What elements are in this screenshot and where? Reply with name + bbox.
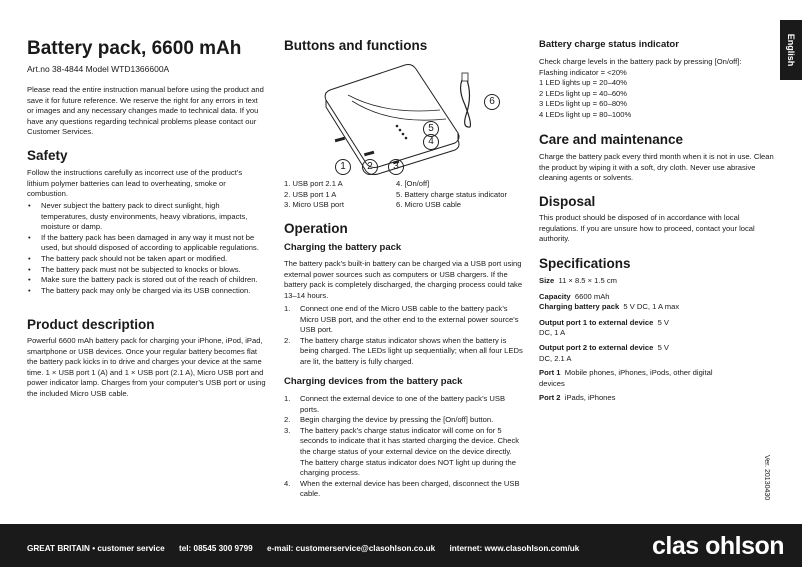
callout-2: 2 xyxy=(362,159,378,175)
product-description-text: Powerful 6600 mAh battery pack for charging your iPhone, iPod, iPad, smartphone or USB devices. Once your regular battery becomes flat the battery pack kicks in to drive and charges your device at the same time. 1 × USB port 1 (A) and 1 × USB port (2.1 A), Micro USB port and power indicator lamp. Charges from your computer’s USB port or using the included Micro USB cable. xyxy=(27,336,266,398)
footer-internet: internet: www.clasohlson.com/uk xyxy=(449,544,580,553)
list-item: • The battery pack must not be subjected to knocks or blows. xyxy=(27,265,267,276)
charging-devices-heading: Charging devices from the battery pack xyxy=(284,376,463,387)
product-description-heading: Product description xyxy=(27,317,155,332)
version-label: Ver. 20130430 xyxy=(763,455,770,501)
article-number: Art.no 38-4844 Model WTD1366600A xyxy=(27,64,170,74)
list-item: 1. Connect the external device to one of the battery pack’s USB ports. xyxy=(284,394,506,414)
callout-5: 5 xyxy=(423,121,439,137)
spec-row: Output port 2 to external device 5 V DC, 2.1 A xyxy=(539,342,669,363)
list-item: • The battery pack should not be taken apart or modified. xyxy=(27,254,267,265)
safety-heading: Safety xyxy=(27,148,68,163)
list-item: 4. When the external device has been charged, disconnect the USB cable. xyxy=(284,478,520,499)
brand-logo: clas ohlson xyxy=(652,532,785,560)
list-item: • The battery pack may only be charged via its USB connection. xyxy=(27,286,267,297)
callout-1: 1 xyxy=(335,159,351,175)
callout-6: 6 xyxy=(484,94,500,110)
legend-item: 5. Battery charge status indicator xyxy=(396,189,508,199)
legend-item: 1. USB port 2.1 A xyxy=(284,179,343,188)
callout-3: 3 xyxy=(388,159,404,175)
list-item: 3. The battery pack’s charge status indicator will come on for 5 seconds to indicate that it has started charging the device. Check the charge status of your external device on the device directly. The battery charge status indicator does NOT light up during the charging process. xyxy=(284,425,520,478)
intro-text: Please read the entire instruction manual before using the product and save it for future reference. We reserve the right for any errors in text or images and any necessary changes made to technical data. If you have any questions regarding technical problems please contact our Customer Services. xyxy=(27,85,264,137)
list-item: 2. The battery charge status indicator shows when the battery is being charged. The LEDs light up sequentially; when all four LEDs are lit, the battery is fully charged. xyxy=(284,335,523,366)
status-line: 2 LEDs light up = 40–60% xyxy=(539,88,628,98)
spec-row: Charging battery pack 5 V DC, 1 A max xyxy=(539,302,680,312)
status-line: 1 LED lights up = 20–40% xyxy=(539,78,628,88)
legend-item: 2. USB port 1 A xyxy=(284,189,337,199)
buttons-functions-heading: Buttons and functions xyxy=(284,38,428,53)
disposal-heading: Disposal xyxy=(539,194,596,209)
status-line: Flashing indicator = <20% xyxy=(539,67,627,77)
status-line: 3 LEDs light up = 60–80% xyxy=(539,99,628,109)
callout-4: 4 xyxy=(423,134,439,150)
spec-row: Port 2 iPads, iPhones xyxy=(539,393,616,403)
list-item: • Never subject the battery pack to direct sunlight, high temperatures, dusty environments, heavy vibrations, impacts, moisture or damp. xyxy=(27,201,267,233)
list-item: 2. Begin charging the device by pressing the [On/off] button. xyxy=(284,415,494,425)
footer-contact xyxy=(27,544,591,553)
spec-row: Port 1 Mobile phones, iPhones, iPods, other digital devices xyxy=(539,368,713,388)
charging-pack-heading: Charging the battery pack xyxy=(284,242,402,253)
specifications-list xyxy=(539,276,779,404)
list-item: • Make sure the battery pack is stored out of the reach of children. xyxy=(27,275,267,286)
disposal-text: This product should be disposed of in accordance with local regulations. If you are unsure how to proceed, contact your local authority. xyxy=(539,213,755,244)
battery-pack-illustration xyxy=(290,55,520,175)
list-item: • If the battery pack has been damaged in any way it must not be used, but should disposed of according to applicable regulations. xyxy=(27,233,267,254)
status-line: Check charge levels in the battery pack by pressing [On/off]: xyxy=(539,57,742,66)
spec-row: Size 11 × 8.5 × 1.5 cm xyxy=(539,276,617,285)
legend-item: 3. Micro USB port xyxy=(284,200,344,210)
footer-country: GREAT BRITAIN • customer service xyxy=(27,544,165,553)
care-text: Charge the battery pack every third month when it is not in use. Clean the product by wiping it with a soft, dry cloth. Never use abrasive cleaning agents or solvents. xyxy=(539,152,774,183)
charging-pack-text: The battery pack’s built-in battery can be charged via a USB port using external power sources such as computers or USB chargers. If the battery pack is completely discharged, the charging process could take 13–14 hours. xyxy=(284,259,523,300)
status-indicator-list xyxy=(539,57,779,121)
legend-item: 4. [On/off] xyxy=(396,179,430,188)
status-line: 4 LEDs light up = 80–100% xyxy=(539,109,632,119)
charging-pack-steps xyxy=(284,304,524,368)
spec-row: Output port 1 to external device 5 V DC, 1 A xyxy=(539,317,669,338)
specifications-heading: Specifications xyxy=(539,256,631,271)
safety-list xyxy=(27,201,267,296)
footer xyxy=(0,524,802,567)
safety-text: Follow the instructions carefully as incorrect use of the product’s lithium polymer batteries can lead to overheating, smoke or combustion. xyxy=(27,168,243,199)
legend-item: 6. Micro USB cable xyxy=(396,200,461,210)
footer-email: e-mail: customerservice@clasohlson.co.uk xyxy=(267,544,436,553)
footer-tel: tel: 08545 300 9799 xyxy=(178,544,253,553)
operation-heading: Operation xyxy=(284,221,348,236)
spec-row: Capacity 6600 mAh xyxy=(539,291,610,301)
care-heading: Care and maintenance xyxy=(539,132,684,147)
language-tab: English xyxy=(780,20,802,80)
list-item: 1. Connect one end of the Micro USB cable to the battery pack’s Micro USB port, and the other end to the external power source’s USB port. xyxy=(284,304,519,335)
charging-devices-steps xyxy=(284,394,524,500)
page-title: Battery pack, 6600 mAh xyxy=(27,38,242,59)
status-indicator-heading: Battery charge status indicator xyxy=(539,39,679,50)
